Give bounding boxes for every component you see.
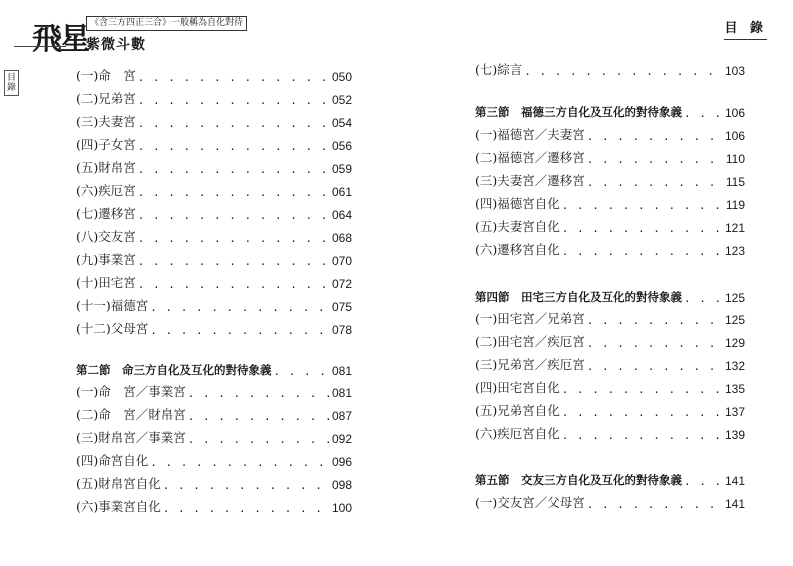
toc-entry bbox=[76, 202, 352, 222]
entry-label: (一)福德宮／夫妻宮 bbox=[475, 127, 585, 142]
toc-entry bbox=[475, 491, 745, 511]
page-number: 052 bbox=[331, 93, 352, 107]
dot-leader bbox=[138, 94, 330, 107]
entry-label: (四)田宅宮自化 bbox=[475, 380, 560, 395]
page-number: 081 bbox=[331, 386, 352, 400]
entry-label: (八)交友宮 bbox=[76, 229, 136, 244]
page-number: 137 bbox=[724, 405, 745, 419]
dot-leader bbox=[684, 107, 723, 120]
dot-leader bbox=[562, 199, 724, 212]
page-number: 050 bbox=[331, 70, 352, 84]
dot-leader bbox=[138, 117, 330, 130]
entry-label: (六)疾厄宮 bbox=[76, 183, 136, 198]
page-number: 141 bbox=[724, 474, 745, 488]
toc-entry bbox=[475, 169, 745, 189]
entry-label: (四)命宮自化 bbox=[76, 453, 149, 468]
entry-label: (七)遷移宮 bbox=[76, 206, 136, 221]
toc-entry bbox=[475, 238, 745, 258]
toc-entry bbox=[475, 330, 745, 350]
toc-entry bbox=[475, 399, 745, 419]
entry-label: (六)疾厄宮自化 bbox=[475, 426, 560, 441]
dot-leader bbox=[150, 324, 330, 337]
entry-label: (七)綜言 bbox=[475, 62, 523, 77]
toc-entry bbox=[475, 307, 745, 327]
page-number: 087 bbox=[331, 409, 352, 423]
dot-leader bbox=[587, 498, 723, 511]
page-number: 092 bbox=[331, 432, 352, 446]
page-number: 125 bbox=[724, 291, 745, 305]
page-number: 096 bbox=[331, 455, 352, 469]
entry-label: (五)夫妻宮自化 bbox=[475, 219, 560, 234]
dot-leader bbox=[188, 410, 330, 423]
toc-entry bbox=[76, 156, 352, 176]
page-number: 115 bbox=[725, 175, 745, 189]
dot-leader bbox=[587, 360, 723, 373]
page-number: 106 bbox=[724, 106, 745, 120]
dot-leader bbox=[150, 301, 330, 314]
page-number: 081 bbox=[331, 364, 352, 378]
toc-entry bbox=[475, 376, 745, 396]
toc-section-heading bbox=[475, 285, 745, 305]
entry-label: (二)田宅宮／疾厄宮 bbox=[475, 334, 585, 349]
entry-label: (一)命 宮 bbox=[76, 68, 136, 83]
entry-label: (四)福德宮自化 bbox=[475, 196, 560, 211]
dot-leader bbox=[138, 71, 330, 84]
toc-entry bbox=[76, 271, 352, 291]
page-number: 121 bbox=[724, 221, 745, 235]
dot-leader bbox=[274, 365, 330, 378]
toc-entry bbox=[76, 248, 352, 268]
toc-entry bbox=[76, 449, 352, 469]
toc-entry bbox=[475, 353, 745, 373]
dot-leader bbox=[138, 209, 330, 222]
dot-leader bbox=[684, 292, 723, 305]
dot-leader bbox=[587, 337, 723, 350]
entry-label: (九)事業宮 bbox=[76, 252, 136, 267]
entry-label: (三)夫妻宮／遷移宮 bbox=[475, 173, 585, 188]
toc-entry bbox=[76, 294, 352, 314]
dot-leader bbox=[562, 245, 723, 258]
toc-entry bbox=[475, 215, 745, 235]
page-number: 123 bbox=[724, 244, 745, 258]
toc-entry bbox=[76, 225, 352, 245]
page-number: 135 bbox=[724, 382, 745, 396]
dot-leader bbox=[562, 383, 723, 396]
page-number: 068 bbox=[331, 231, 352, 245]
dot-leader bbox=[562, 429, 723, 442]
section-title: 第二節 命三方自化及互化的對待象義 bbox=[76, 363, 272, 377]
toc-section-heading bbox=[475, 100, 745, 120]
entry-label: (一)命 宮／事業宮 bbox=[76, 384, 186, 399]
entry-label: (五)兄弟宮自化 bbox=[475, 403, 560, 418]
dot-leader bbox=[138, 186, 330, 199]
entry-label: (六)事業宮自化 bbox=[76, 499, 161, 514]
side-tab: 目錄 bbox=[4, 70, 19, 96]
page-number: 059 bbox=[331, 162, 352, 176]
page-number: 119 bbox=[725, 198, 745, 212]
page-number: 100 bbox=[331, 501, 352, 515]
dot-leader bbox=[684, 475, 723, 488]
logo-underline bbox=[14, 46, 66, 47]
dot-leader bbox=[188, 387, 330, 400]
right-page bbox=[396, 0, 793, 566]
toc-entry bbox=[76, 133, 352, 153]
toc-entry bbox=[475, 192, 745, 212]
toc-section-heading bbox=[475, 468, 745, 488]
dot-leader bbox=[562, 406, 723, 419]
dot-leader bbox=[587, 314, 723, 327]
entry-label: (二)兄弟宮 bbox=[76, 91, 136, 106]
page-number: 070 bbox=[331, 254, 352, 268]
page-number: 075 bbox=[331, 300, 352, 314]
dot-leader bbox=[587, 130, 723, 143]
dot-leader bbox=[524, 65, 723, 78]
page-number: 132 bbox=[724, 359, 745, 373]
entry-label: (五)財帛宮 bbox=[76, 160, 136, 175]
toc-entry bbox=[475, 422, 745, 442]
page-number: 139 bbox=[724, 428, 745, 442]
entry-label: (五)財帛宮自化 bbox=[76, 476, 161, 491]
dot-leader bbox=[163, 502, 330, 515]
page-number: 078 bbox=[331, 323, 352, 337]
page-number: 141 bbox=[724, 497, 745, 511]
page-number: 072 bbox=[331, 277, 352, 291]
logo-title: 飛星 bbox=[32, 22, 88, 57]
toc-entry bbox=[76, 403, 352, 423]
left-page bbox=[0, 0, 396, 566]
page-number: 125 bbox=[724, 313, 745, 327]
dot-leader bbox=[138, 278, 330, 291]
entry-label: (二)命 宮／財帛宮 bbox=[76, 407, 186, 422]
page-number: 056 bbox=[331, 139, 352, 153]
toc-entry bbox=[76, 472, 352, 492]
entry-label: (十一)福德宮 bbox=[76, 298, 149, 313]
logo-tagline: 《含三方四正三合》一般稱為自化對待 bbox=[86, 16, 247, 31]
toc-entry bbox=[76, 495, 352, 515]
dot-leader bbox=[163, 479, 330, 492]
entry-label: (二)福德宮／遷移宮 bbox=[475, 150, 585, 165]
dot-leader bbox=[138, 163, 330, 176]
section-title: 第五節 交友三方自化及互化的對待象義 bbox=[475, 473, 682, 487]
page-number: 098 bbox=[331, 478, 352, 492]
entry-label: (三)財帛宮／事業宮 bbox=[76, 430, 186, 445]
entry-label: (六)遷移宮自化 bbox=[475, 242, 560, 257]
toc-entry bbox=[475, 123, 745, 143]
page-number: 129 bbox=[724, 336, 745, 350]
dot-leader bbox=[587, 176, 724, 189]
dot-leader bbox=[562, 222, 723, 235]
entry-label: (一)田宅宮／兄弟宮 bbox=[475, 311, 585, 326]
page-number: 054 bbox=[331, 116, 352, 130]
running-header: 目 錄 bbox=[724, 17, 767, 40]
toc-entry bbox=[76, 426, 352, 446]
dot-leader bbox=[188, 433, 330, 446]
entry-label: (一)交友宮／父母宮 bbox=[475, 495, 585, 510]
page-number: 106 bbox=[724, 129, 745, 143]
entry-label: (三)夫妻宮 bbox=[76, 114, 136, 129]
logo-subtitle: 紫微斗數 bbox=[86, 37, 146, 53]
dot-leader bbox=[587, 153, 724, 166]
section-title: 第三節 福德三方自化及互化的對待象義 bbox=[475, 105, 682, 119]
page-number: 064 bbox=[331, 208, 352, 222]
entry-label: (十)田宅宮 bbox=[76, 275, 136, 290]
toc-entry bbox=[76, 317, 352, 337]
dot-leader bbox=[150, 456, 330, 469]
dot-leader bbox=[138, 255, 330, 268]
page-number: 110 bbox=[725, 152, 745, 166]
page-number: 103 bbox=[724, 64, 745, 78]
toc-entry bbox=[76, 179, 352, 199]
toc-entry bbox=[475, 58, 745, 78]
book-logo bbox=[14, 12, 374, 68]
toc-entry bbox=[76, 64, 352, 84]
toc-entry bbox=[475, 146, 745, 166]
dot-leader bbox=[138, 140, 330, 153]
dot-leader bbox=[138, 232, 330, 245]
toc-entry bbox=[76, 87, 352, 107]
page-number: 061 bbox=[331, 185, 352, 199]
toc-entry bbox=[76, 380, 352, 400]
toc-entry bbox=[76, 110, 352, 130]
entry-label: (十二)父母宮 bbox=[76, 321, 149, 336]
entry-label: (四)子女宮 bbox=[76, 137, 136, 152]
entry-label: (三)兄弟宮／疾厄宮 bbox=[475, 357, 585, 372]
section-title: 第四節 田宅三方自化及互化的對待象義 bbox=[475, 290, 682, 304]
toc-section-heading bbox=[76, 358, 352, 378]
